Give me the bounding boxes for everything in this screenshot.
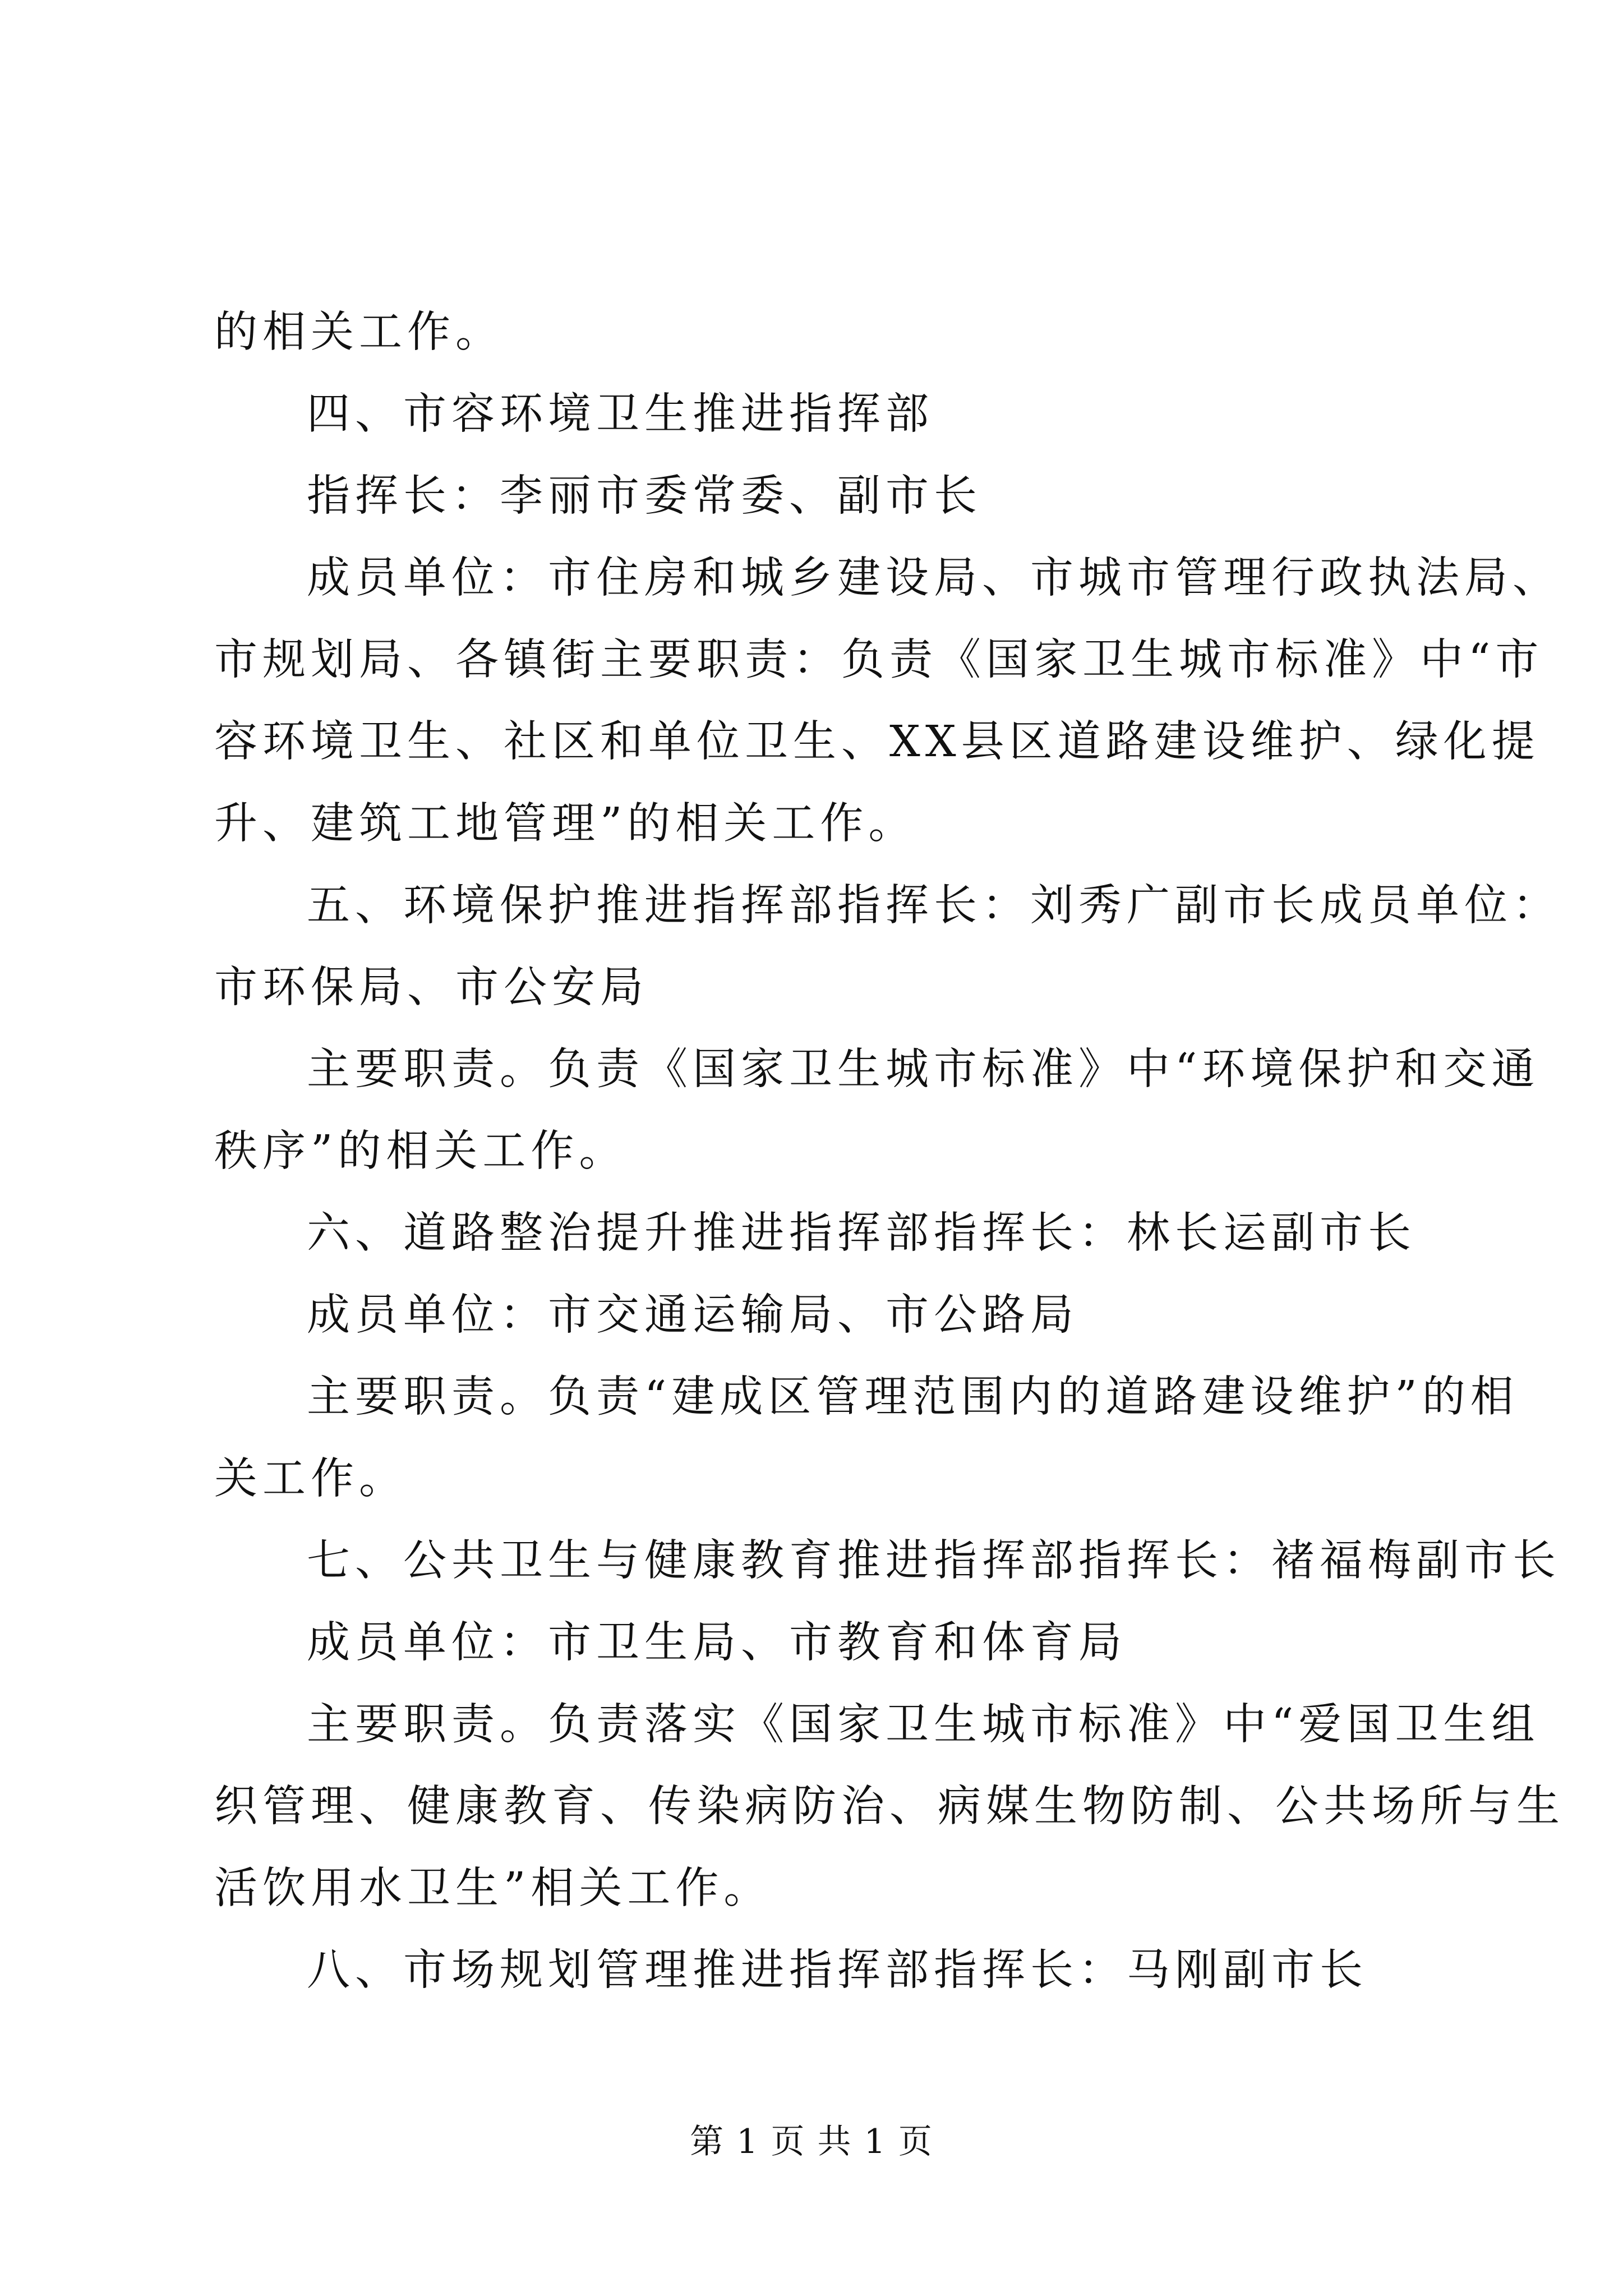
- body-line: 成员单位：市交通运输局、市公路局: [307, 1290, 1078, 1340]
- body-line: 主要职责。负责落实《国家卫生城市标准》中“爱国卫生组: [307, 1700, 1540, 1750]
- section-heading-7: 七、公共卫生与健康教育推进指挥部指挥长：褚福梅副市长: [307, 1536, 1561, 1586]
- section-heading-6: 六、道路整治提升推进指挥部指挥长：林长运副市长: [307, 1208, 1416, 1258]
- body-line: 市规划局、各镇街主要职责：负责《国家卫生城市标准》中“市: [214, 635, 1544, 685]
- body-line: 成员单位：市住房和城乡建设局、市城市管理行政执法局、: [307, 553, 1561, 603]
- page-number-footer: 第 1 页 共 1 页: [690, 2122, 933, 2161]
- document-body: [214, 292, 1565, 2012]
- body-line: 指挥长：李丽市委常委、副市长: [307, 471, 982, 521]
- body-line: 成员单位：市卫生局、市教育和体育局: [307, 1618, 1127, 1668]
- body-line: 关工作。: [214, 1454, 407, 1504]
- body-line: 容环境卫生、社区和单位卫生、XX县区道路建设维护、绿化提: [214, 717, 1540, 767]
- body-line: 市环保局、市公安局: [214, 963, 648, 1013]
- body-line: 主要职责。负责“建成区管理范围内的道路建设维护”的相: [307, 1372, 1519, 1422]
- body-line: 秩序”的相关工作。: [214, 1126, 628, 1176]
- body-line: 织管理、健康教育、传染病防治、病媒生物防制、公共场所与生: [214, 1782, 1565, 1832]
- section-heading-8: 八、市场规划管理推进指挥部指挥长：马刚副市长: [307, 1945, 1368, 1995]
- body-line: 升、建筑工地管理”的相关工作。: [214, 799, 917, 849]
- body-line: 的相关工作。: [214, 307, 504, 357]
- section-heading-5: 五、环境保护推进指挥部指挥长：刘秀广副市长成员单位：: [307, 881, 1561, 931]
- body-line: 活饮用水卫生”相关工作。: [214, 1864, 772, 1913]
- section-heading-4: 四、市容环境卫生推进指挥部: [307, 389, 934, 439]
- body-line: 主要职责。负责《国家卫生城市标准》中“环境保护和交通: [307, 1045, 1540, 1094]
